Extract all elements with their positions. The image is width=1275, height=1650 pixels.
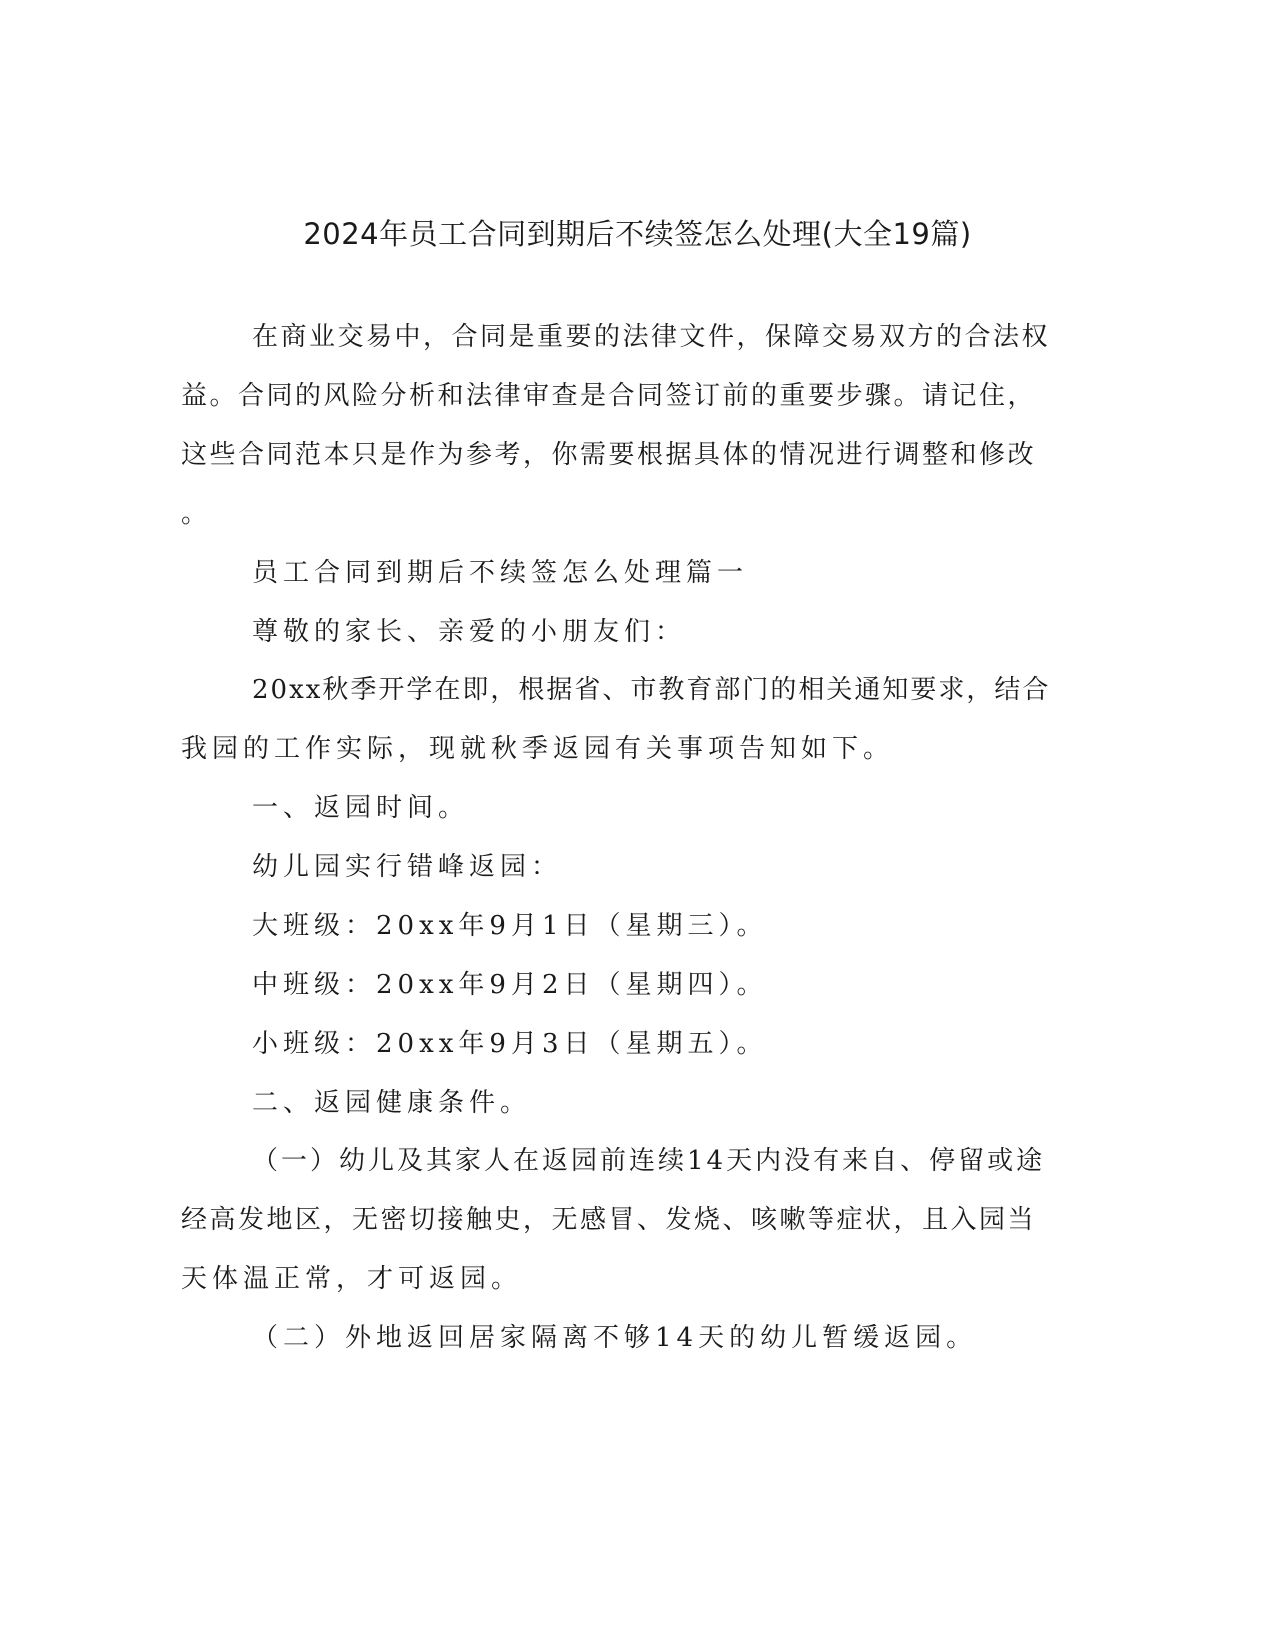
intro-line-2: 益。合同的风险分析和法律审查是合同签订前的重要步骤。请记住， [181,381,1037,411]
notice-line-2: 我园的工作实际，现就秋季返园有关事项告知如下。 [181,734,895,764]
part2-heading: 二、返园健康条件。 [252,1088,532,1118]
part1-subheading: 幼儿园实行错峰返园： [252,852,563,882]
part2-item1-line-3: 天体温正常，才可返园。 [181,1264,523,1294]
intro-line-4: 。 [181,499,213,529]
part2-item2: （二）外地返回居家隔离不够14天的幼儿暂缓返园。 [252,1323,978,1353]
schedule-item: 小班级：20xx年9月3日（星期五）。 [252,1029,768,1059]
notice-line-1: 20xx秋季开学在即，根据省、市教育部门的相关通知要求，结合 [252,675,1051,705]
intro-line-3: 这些合同范本只是作为参考，你需要根据具体的情况进行调整和修改 [181,440,1037,470]
part2-item1-line-1: （一）幼儿及其家人在返园前连续14天内没有来自、停留或途 [252,1146,1046,1176]
greeting: 尊敬的家长、亲爱的小朋友们： [252,617,687,647]
section-heading: 员工合同到期后不续签怎么处理篇一 [252,558,749,588]
document-title: 2024年员工合同到期后不续签怎么处理(大全19篇) [303,217,972,251]
part2-item1-line-2: 经高发地区，无密切接触史，无感冒、发烧、咳嗽等症状，且入园当 [181,1205,1037,1235]
part1-heading: 一、返园时间。 [252,793,470,823]
schedule-item: 大班级：20xx年9月1日（星期三）。 [252,911,768,941]
intro-line-1: 在商业交易中，合同是重要的法律文件，保障交易双方的合法权 [252,322,1051,352]
schedule-item: 中班级：20xx年9月2日（星期四）。 [252,970,768,1000]
